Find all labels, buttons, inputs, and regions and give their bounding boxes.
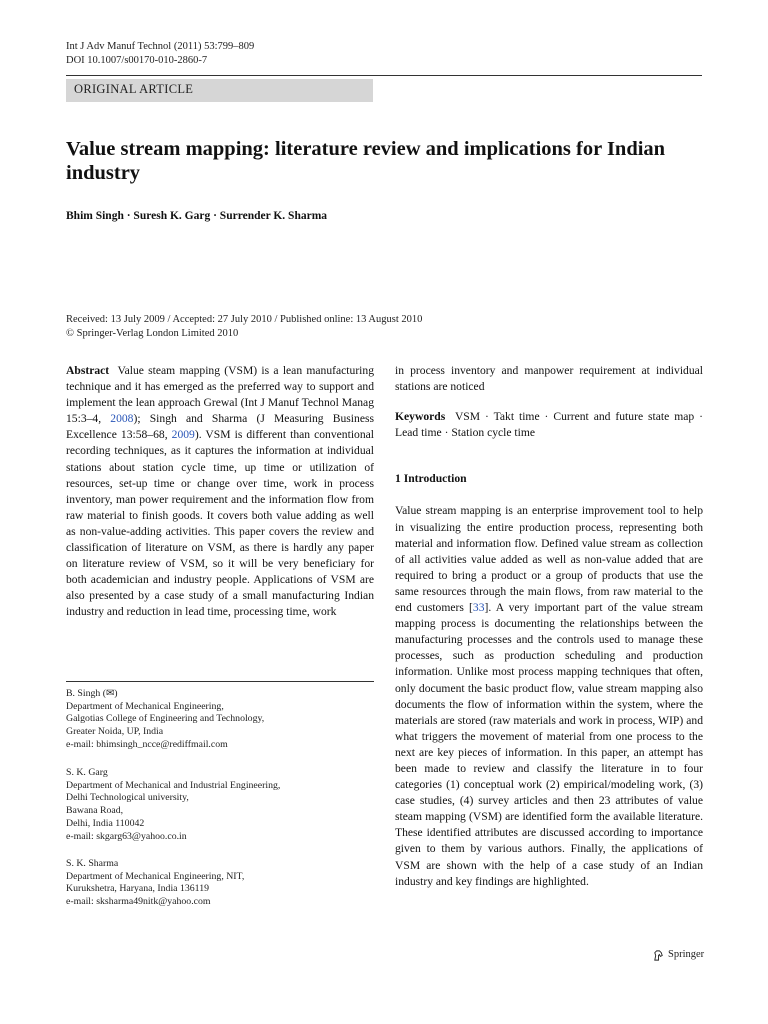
affiliation-email[interactable]: e-mail: skgarg63@yahoo.co.in	[66, 830, 187, 842]
introduction-body	[395, 503, 703, 889]
keywords	[395, 409, 703, 441]
affiliation-name: S. K. Sharma	[66, 858, 119, 869]
affiliation-email[interactable]: e-mail: sksharma49nitk@yahoo.com	[66, 896, 211, 908]
affiliation-line: Kurukshetra, Haryana, India 136119	[66, 883, 210, 895]
affiliation-sharma	[66, 858, 374, 909]
affiliation-line: Greater Noida, UP, India	[66, 726, 164, 738]
publisher-logo	[652, 948, 704, 962]
affiliation-line: Department of Mechanical Engineering, NIT,	[66, 870, 245, 882]
affiliation-line: Delhi Technological university,	[66, 792, 189, 804]
abstract-text: Value steam mapping (VSM) is a lean manufacturing technique and it has emerged as the preferred way to support and implement the lean approach Grewal (Int J Manuf Technol Manag 15:3–4,	[66, 364, 374, 426]
affiliation-line: Delhi, India 110042	[66, 817, 145, 829]
copyright-line: © Springer-Verlag London Limited 2010	[66, 327, 239, 339]
affiliation-line: Galgotias College of Engineering and Technology,	[66, 713, 265, 725]
authors: Bhim Singh · Suresh K. Garg · Surrender K. Sharma	[66, 210, 328, 222]
journal-citation: Int J Adv Manuf Technol (2011) 53:799–809	[66, 41, 255, 52]
header-divider	[66, 75, 702, 76]
dates-line: Received: 13 July 2009 / Accepted: 27 July 2010 / Published online: 13 August 2010	[66, 314, 423, 325]
affiliation-garg	[66, 767, 374, 843]
paper-title: Value stream mapping: literature review and implications for Indian industry	[66, 138, 666, 184]
abstract-label: Abstract	[66, 364, 110, 377]
keywords-label: Keywords	[395, 410, 446, 424]
section-heading-introduction: 1 Introduction	[395, 472, 467, 486]
affiliation-line: Department of Mechanical and Industrial Engineering,	[66, 779, 281, 791]
publisher-name: Springer	[668, 949, 705, 960]
keywords-text: VSM · Takt time · Current and future state map · Lead time · Station cycle time	[395, 410, 703, 440]
affiliation-line: Department of Mechanical Engineering,	[66, 700, 224, 712]
doi: DOI 10.1007/s00170-010-2860-7	[66, 55, 208, 66]
article-type-banner: ORIGINAL ARTICLE	[66, 79, 373, 102]
intro-text: ]. A very important part of the value stream mapping process is documenting the relationships between the manufacturing processes and the controls used to manage these processes, such as production scheduling and production information. Unlike most process mapping techniques that often, only document the basic product flow, value stream mapping also documents the flow of information within the system, where the materials are stored (raw materials and work in process, WIP) and what triggers the movement of material from one process to the next are key pieces of information. In this paper, an attempt has been made to review and classify the literature in to four categories (1) conceptual work (2) empirical/modeling work, (3) case studies, (4) survey articles and then 23 attributes of value steam mapping (VSM) are identified form the available literature. These identified attributes are discussed according to importance given to them by various authors. Finally, the applications of VSM are shown with the help of a case study of an Indian industry and key findings are highlighted.	[395, 601, 703, 888]
affiliation-name: B. Singh (✉)	[66, 688, 118, 699]
affiliation-divider	[66, 681, 374, 682]
abstract	[66, 363, 374, 621]
springer-horse-icon	[652, 949, 665, 962]
citation-link[interactable]: 2009	[171, 428, 195, 442]
right-column	[395, 363, 703, 890]
publication-dates	[66, 313, 486, 340]
abstract-text: ); Singh and Sharma (J Measuring Business Excellence 13:58–68,	[66, 412, 374, 442]
affiliation-email[interactable]: e-mail: bhimsingh_ncce@rediffmail.com	[66, 738, 228, 750]
intro-text: Value stream mapping is an enterprise improvement tool to help in visualizing the entire production process, representing both material and information flow. Defined value stream as collection of all activities value added as well as non-value added that are required to bring a product or a group of products that use the same resources through the main flows, from raw material to the end customers [	[395, 504, 703, 615]
abstract-text: ). VSM is different than conventional recording techniques, as it captures the information at individual stations about station cycle time, up time or utilization of resources, set-up time or change over time, work in process inventory, man power requirement and the information flow from raw material to finish goods. It covers both value adding as well as non-value-adding activities. This paper covers the review and classification of literature on VSM, as there is hardly any paper on literature review of VSM, so it will be very beneficiary for both academician and industry people. Applications of VSM are also presented by a case study of a small manufacturing Indian industry and reduction in lead time, processing time, work	[66, 428, 375, 619]
citation-link[interactable]: 33	[472, 601, 485, 615]
affiliation-line: Bawana Road,	[66, 805, 124, 817]
abstract-continued: in process inventory and manpower requirement at individual stations are noticed	[395, 364, 703, 394]
affiliation-name: S. K. Garg	[66, 767, 108, 778]
affiliation-singh	[66, 688, 374, 752]
citation-link[interactable]: 2008	[110, 412, 134, 426]
